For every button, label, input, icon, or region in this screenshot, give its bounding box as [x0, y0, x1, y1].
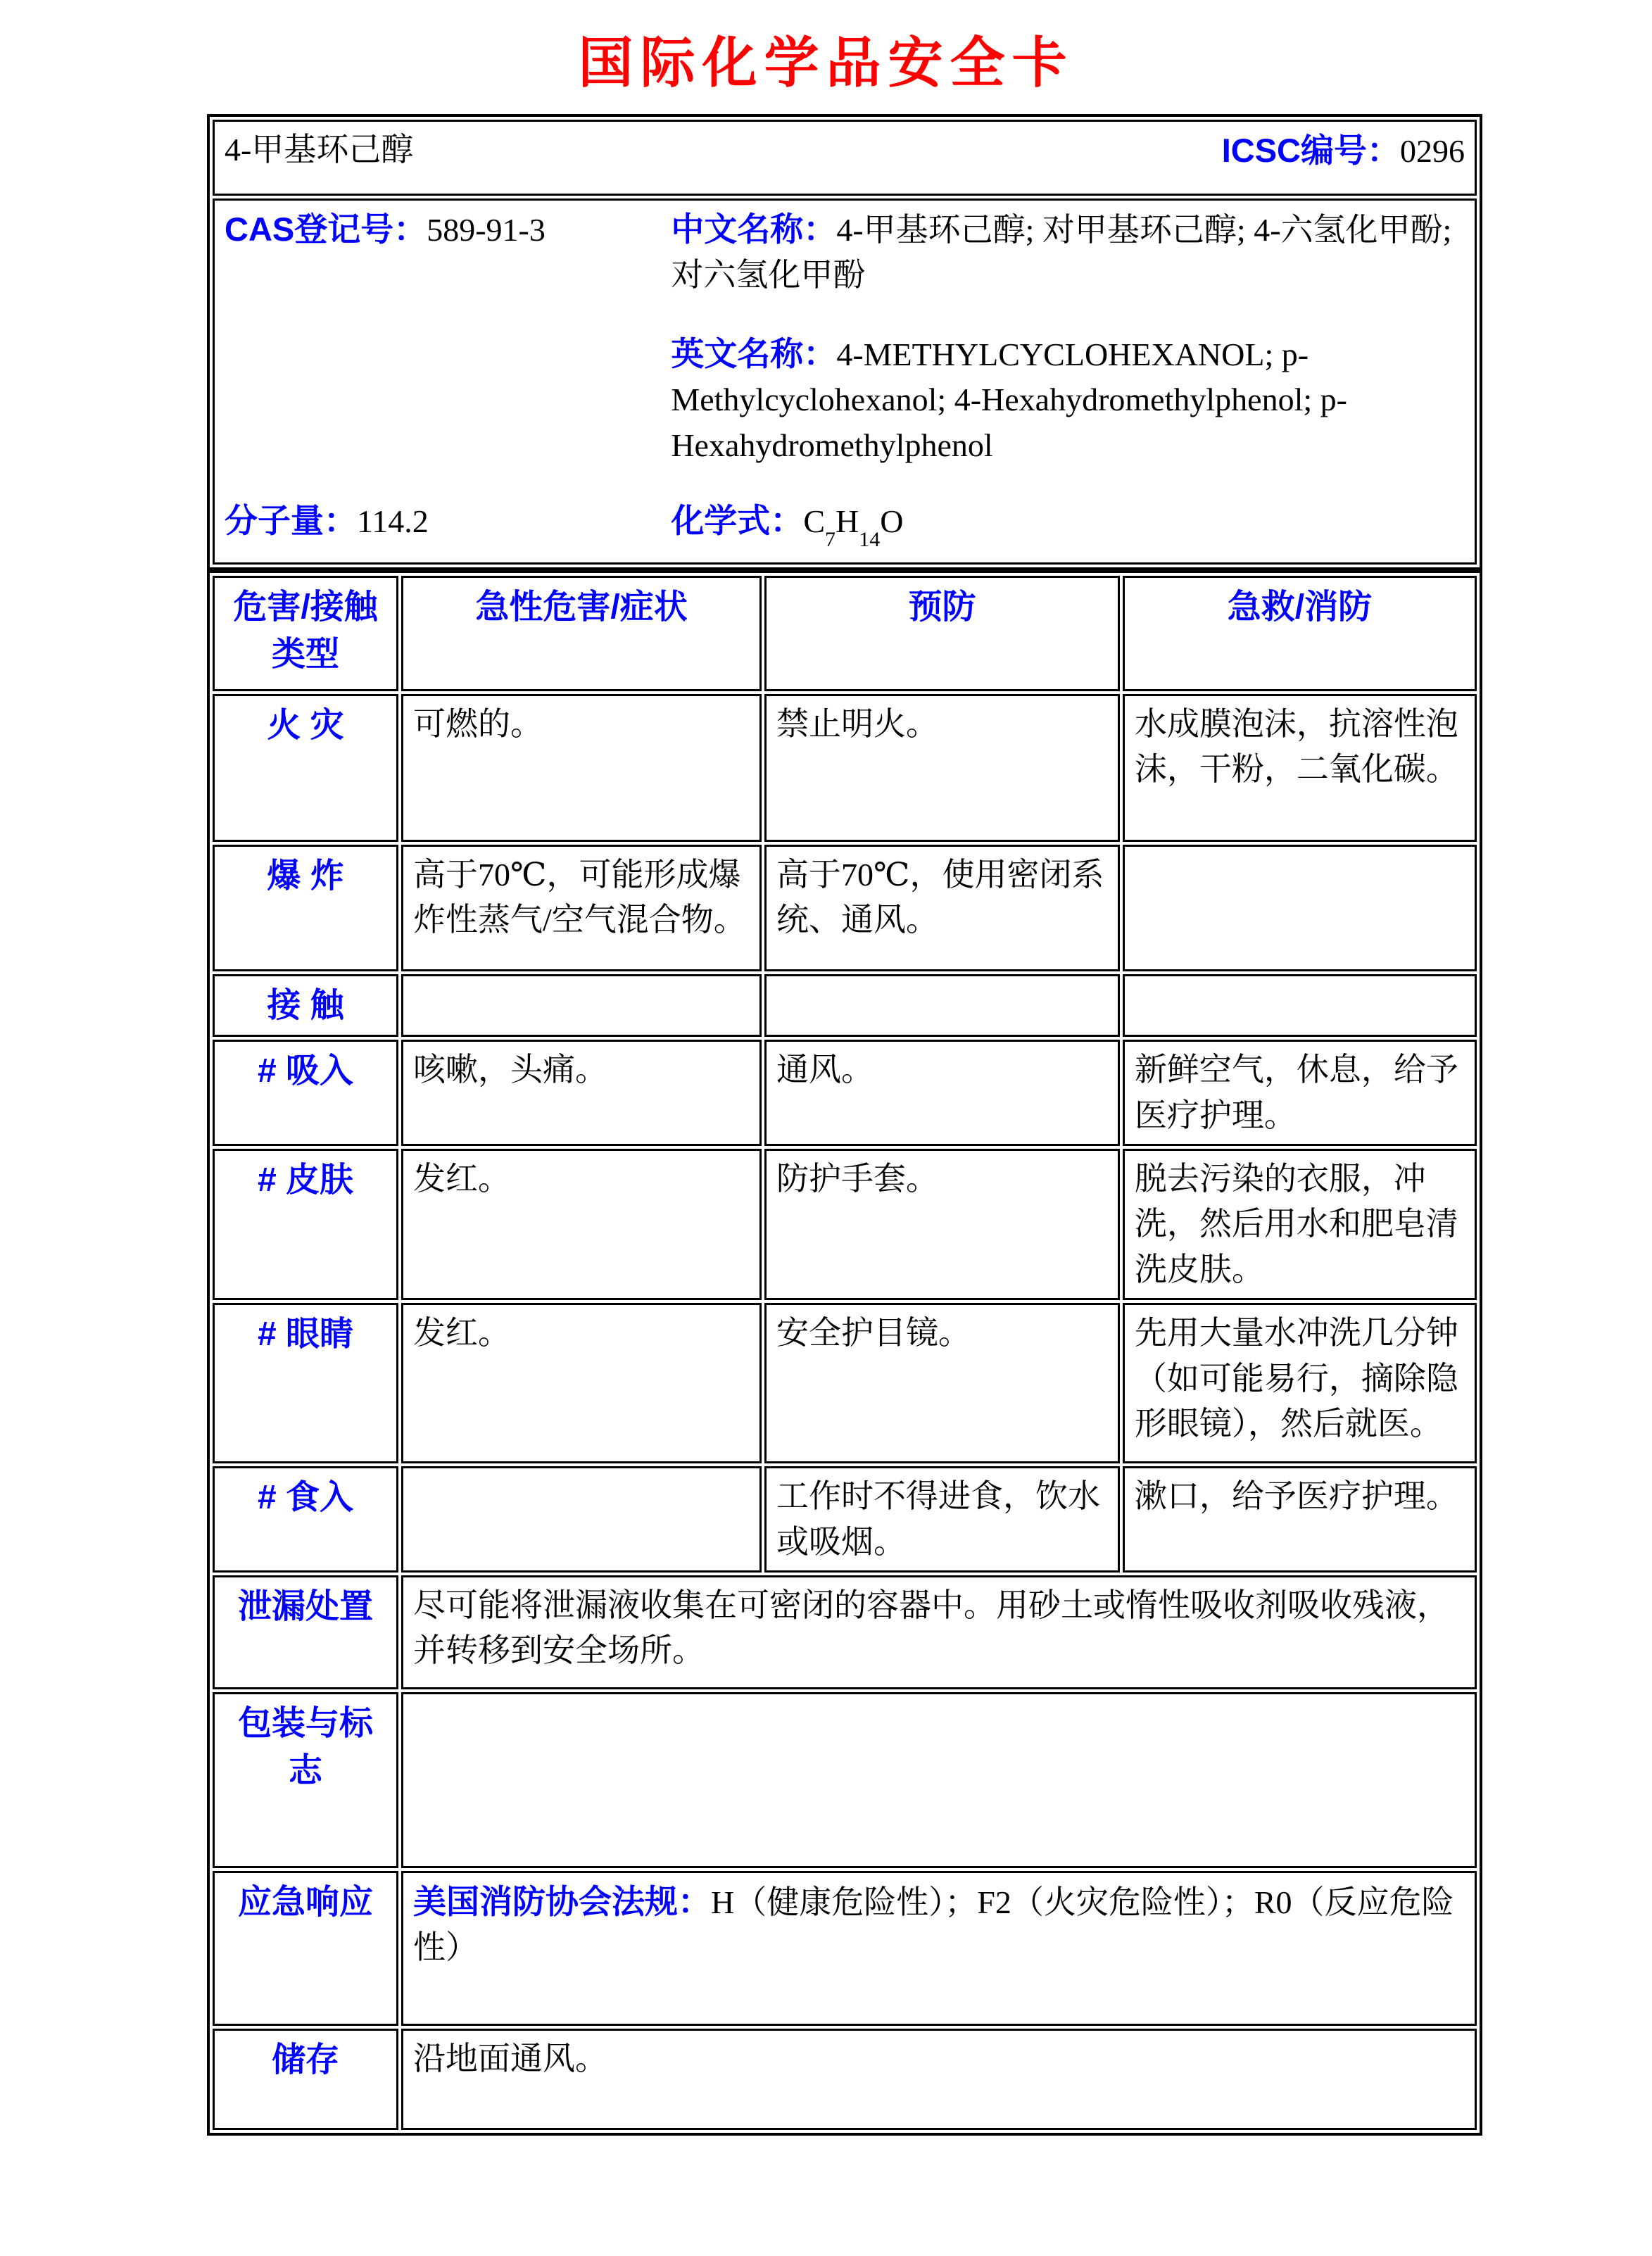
- explosion-label-cell: [213, 845, 398, 971]
- nfpa-label: 美国消防协会法规：: [413, 1882, 712, 1920]
- inhalation-symptoms-cell: 咳嗽，头痛。: [401, 1040, 762, 1146]
- ingestion-first-aid-cell: 漱口，给予医疗护理。: [1123, 1466, 1477, 1573]
- row-skin: [213, 1149, 1477, 1300]
- row-packaging: [213, 1692, 1477, 1868]
- row-storage: [213, 2029, 1477, 2130]
- spillage-label: 泄漏处置: [238, 1587, 374, 1625]
- packaging-label: 包装与标志: [238, 1704, 374, 1790]
- molecular-weight-label: 分子量：: [225, 501, 357, 539]
- chemical-formula: [803, 503, 904, 551]
- chemical-name: 4-甲基环己醇: [225, 132, 414, 168]
- row-exposure: [213, 974, 1477, 1037]
- molecular-weight-block: [225, 498, 671, 557]
- substance-header-table: [207, 114, 1482, 570]
- emergency-response-content-cell: [401, 1871, 1477, 2026]
- exposure-first-aid-cell: [1123, 974, 1477, 1037]
- row-ingestion: [213, 1466, 1477, 1573]
- inhalation-label: # 吸入: [257, 1052, 354, 1090]
- substance-name-cell: [213, 120, 1477, 196]
- eyes-first-aid-cell: 先用大量水冲洗几分钟（如可能易行，摘除隐形眼镜），然后就医。: [1123, 1303, 1477, 1463]
- chinese-names: 4-甲基环己醇; 对甲基环己醇; 4-六氢化甲酚; 对六氢化甲酚: [671, 212, 1452, 294]
- exposure-symptoms-cell: [401, 974, 762, 1037]
- page-title: 国际化学品安全卡: [578, 32, 1074, 94]
- storage-label: 储存: [272, 2041, 340, 2079]
- ingestion-label-cell: [213, 1466, 398, 1573]
- formula-o: O: [880, 503, 904, 539]
- cas-block: [225, 206, 671, 498]
- card-content: [207, 114, 1482, 2136]
- row-inhalation: [213, 1040, 1477, 1146]
- formula-block: [671, 498, 1465, 557]
- hazard-table: [207, 570, 1482, 2136]
- inhalation-prevention-cell: 通风。: [764, 1040, 1120, 1146]
- english-names: 4-METHYLCYCLOHEXANOL; p-Methylcyclohexanol; 4-Hexahydromethylphenol; p-Hexahydromethylphenol: [671, 336, 1347, 463]
- emergency-response-label: 应急响应: [238, 1883, 374, 1921]
- substance-identity-row: [213, 198, 1477, 565]
- hazard-header-row: [213, 576, 1477, 691]
- formula-h: H: [836, 503, 859, 539]
- substance-identity-cell: [213, 198, 1477, 565]
- row-explosion: [213, 845, 1477, 971]
- exposure-label: 接 触: [267, 987, 344, 1024]
- chinese-name-label: 中文名称：: [671, 210, 837, 248]
- fire-label-cell: [213, 694, 398, 842]
- cas-number: 589-91-3: [427, 212, 546, 248]
- emergency-response-label-cell: [213, 1871, 398, 2026]
- skin-label-cell: [213, 1149, 398, 1300]
- packaging-label-cell: [213, 1692, 398, 1868]
- spillage-label-cell: [213, 1575, 398, 1689]
- fire-label: 火 灾: [267, 707, 344, 744]
- header-hazard-type: 危害/接触类型: [233, 588, 378, 674]
- fire-symptoms-cell: 可燃的。: [401, 694, 762, 842]
- english-names-line: [671, 331, 1465, 468]
- header-prevention-cell: [764, 576, 1120, 691]
- inhalation-first-aid-cell: 新鲜空气，休息，给予医疗护理。: [1123, 1040, 1477, 1146]
- header-first-aid: 急救/消防: [1227, 588, 1373, 626]
- names-block: [671, 206, 1465, 498]
- substance-name-line: [225, 127, 1465, 174]
- icsc-number-label: ICSC编号：: [1221, 132, 1400, 169]
- eyes-symptoms-cell: 发红。: [401, 1303, 762, 1463]
- header-symptoms-cell: [401, 576, 762, 691]
- chinese-names-line: [671, 206, 1465, 298]
- ingestion-label: # 食入: [257, 1479, 354, 1517]
- formula-c-sub: 7: [825, 527, 836, 551]
- eyes-prevention-cell: 安全护目镜。: [764, 1303, 1120, 1463]
- molecular-weight-value: 114.2: [357, 503, 429, 539]
- exposure-label-cell: [213, 974, 398, 1037]
- eyes-label-cell: [213, 1303, 398, 1463]
- exposure-prevention-cell: [764, 974, 1120, 1037]
- skin-first-aid-cell: 脱去污染的衣服，冲洗，然后用水和肥皂清洗皮肤。: [1123, 1149, 1477, 1300]
- icsc-number-value: 0296: [1400, 133, 1465, 169]
- skin-symptoms-cell: 发红。: [401, 1149, 762, 1300]
- spillage-content-cell: 尽可能将泄漏液收集在可密闭的容器中。用砂土或惰性吸收剂吸收残液，并转移到安全场所。: [401, 1575, 1477, 1689]
- nfpa-text: H（健康危险性）；F2（火灾危险性）；R0（反应危险性）: [413, 1884, 1454, 1966]
- header-prevention: 预防: [908, 588, 976, 626]
- row-fire: [213, 694, 1477, 842]
- inhalation-label-cell: [213, 1040, 398, 1146]
- explosion-prevention-cell: 高于70℃，使用密闭系统、通风。: [764, 845, 1120, 971]
- row-emergency-response: [213, 1871, 1477, 2026]
- storage-label-cell: [213, 2029, 398, 2130]
- row-spillage: [213, 1575, 1477, 1689]
- explosion-symptoms-cell: 高于70℃，可能形成爆炸性蒸气/空气混合物。: [401, 845, 762, 971]
- cas-label: CAS登记号：: [225, 210, 427, 248]
- explosion-label: 爆 炸: [267, 857, 344, 895]
- storage-content-cell: 沿地面通风。: [401, 2029, 1477, 2130]
- ingestion-symptoms-cell: [401, 1466, 762, 1573]
- header-hazard-type-cell: [213, 576, 398, 691]
- explosion-first-aid-cell: [1123, 845, 1477, 971]
- substance-name-row: [213, 120, 1477, 196]
- english-name-label: 英文名称：: [671, 334, 837, 372]
- formula-h-sub: 14: [859, 527, 881, 551]
- identity-grid: [225, 206, 1465, 557]
- formula-c: C: [803, 503, 825, 539]
- eyes-label: # 眼睛: [257, 1316, 354, 1354]
- fire-first-aid-cell: 水成膜泡沫，抗溶性泡沫，干粉，二氧化碳。: [1123, 694, 1477, 842]
- packaging-content-cell: [401, 1692, 1477, 1868]
- header-first-aid-cell: [1123, 576, 1477, 691]
- icsc-number: [1222, 127, 1465, 174]
- formula-label: 化学式：: [671, 501, 804, 539]
- row-eyes: [213, 1303, 1477, 1463]
- fire-prevention-cell: 禁止明火。: [764, 694, 1120, 842]
- ingestion-prevention-cell: 工作时不得进食，饮水或吸烟。: [764, 1466, 1120, 1573]
- skin-prevention-cell: 防护手套。: [764, 1149, 1120, 1300]
- header-symptoms: 急性危害/症状: [475, 588, 688, 626]
- skin-label: # 皮肤: [257, 1161, 354, 1199]
